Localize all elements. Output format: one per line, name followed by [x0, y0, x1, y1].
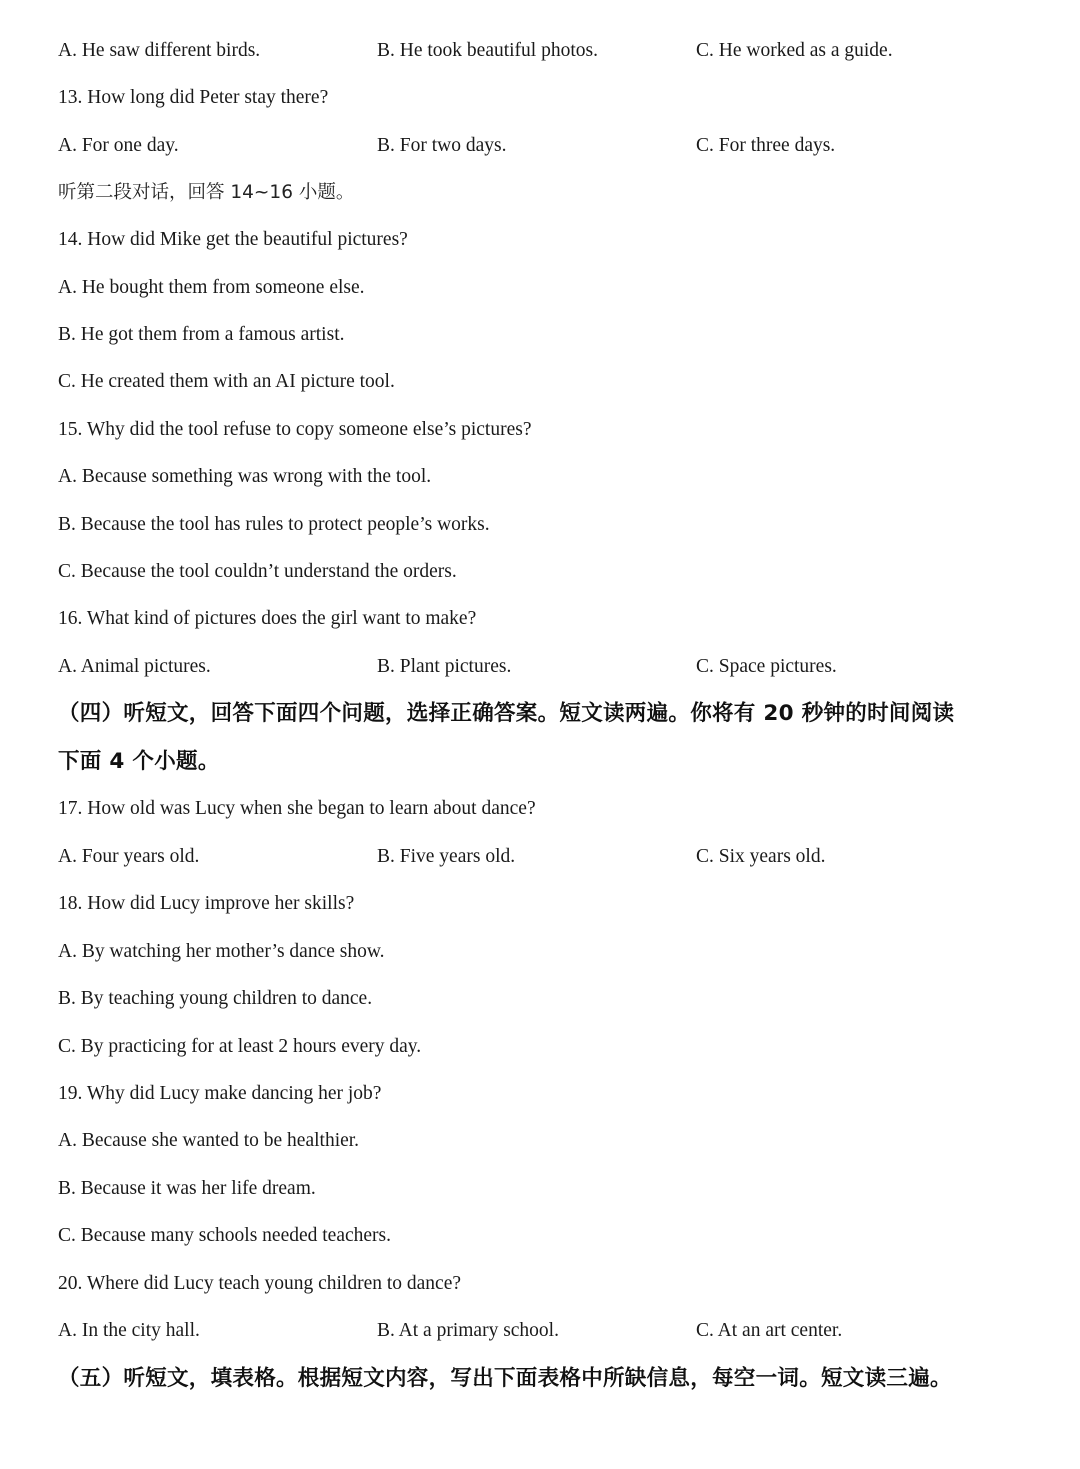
q16-options	[58, 652, 1058, 682]
option-c: C. Six years old.	[696, 846, 826, 867]
option-a: A. For one day.	[58, 135, 179, 156]
question-16: 16. What kind of pictures does the girl want to make?	[58, 608, 477, 629]
option-c: C. He worked as a guide.	[696, 40, 893, 61]
q17-options	[58, 842, 1058, 872]
q18-option-b: B. By teaching young children to dance.	[58, 988, 373, 1009]
question-20: 20. Where did Lucy teach young children to dance?	[58, 1273, 462, 1294]
question-17: 17. How old was Lucy when she began to learn about dance?	[58, 798, 536, 819]
section-4-heading-cont: 下面 4 个小题。	[58, 749, 220, 774]
q15-option-c: C. Because the tool couldn’t understand the orders.	[58, 561, 457, 582]
option-b: B. Plant pictures.	[377, 656, 512, 677]
option-c: C. For three days.	[696, 135, 836, 156]
q20-options	[58, 1316, 1058, 1346]
q14-option-b: B. He got them from a famous artist.	[58, 324, 345, 345]
dialogue-2-instruction: 听第二段对话，回答 14~16 小题。	[58, 182, 355, 203]
section-4-heading: （四）听短文，回答下面四个问题，选择正确答案。短文读两遍。你将有 20 秒钟的时间阅读	[58, 701, 955, 726]
question-19: 19. Why did Lucy make dancing her job?	[58, 1083, 382, 1104]
q19-option-a: A. Because she wanted to be healthier.	[58, 1130, 360, 1151]
option-c: C. At an art center.	[696, 1320, 843, 1341]
question-14: 14. How did Mike get the beautiful pictures?	[58, 229, 408, 250]
q19-option-b: B. Because it was her life dream.	[58, 1178, 316, 1199]
option-b: B. At a primary school.	[377, 1320, 559, 1341]
q15-option-a: A. Because something was wrong with the tool.	[58, 466, 432, 487]
question-15: 15. Why did the tool refuse to copy someone else’s pictures?	[58, 419, 532, 440]
option-a: A. He saw different birds.	[58, 40, 261, 61]
q18-option-c: C. By practicing for at least 2 hours every day.	[58, 1036, 422, 1057]
q19-option-c: C. Because many schools needed teachers.	[58, 1225, 392, 1246]
option-b: B. He took beautiful photos.	[377, 40, 598, 61]
q13-options	[58, 131, 1058, 161]
q14-option-a: A. He bought them from someone else.	[58, 277, 365, 298]
option-c: C. Space pictures.	[696, 656, 837, 677]
option-a: A. Animal pictures.	[58, 656, 211, 677]
question-18: 18. How did Lucy improve her skills?	[58, 893, 355, 914]
q12-options	[58, 36, 1058, 66]
question-13: 13. How long did Peter stay there?	[58, 87, 329, 108]
section-5-heading: （五）听短文，填表格。根据短文内容，写出下面表格中所缺信息，每空一词。短文读三遍。	[58, 1366, 952, 1391]
option-b: B. Five years old.	[377, 846, 516, 867]
option-b: B. For two days.	[377, 135, 507, 156]
option-a: A. In the city hall.	[58, 1320, 200, 1341]
q18-option-a: A. By watching her mother’s dance show.	[58, 941, 385, 962]
q14-option-c: C. He created them with an AI picture tool.	[58, 371, 395, 392]
option-a: A. Four years old.	[58, 846, 200, 867]
q15-option-b: B. Because the tool has rules to protect people’s works.	[58, 514, 490, 535]
